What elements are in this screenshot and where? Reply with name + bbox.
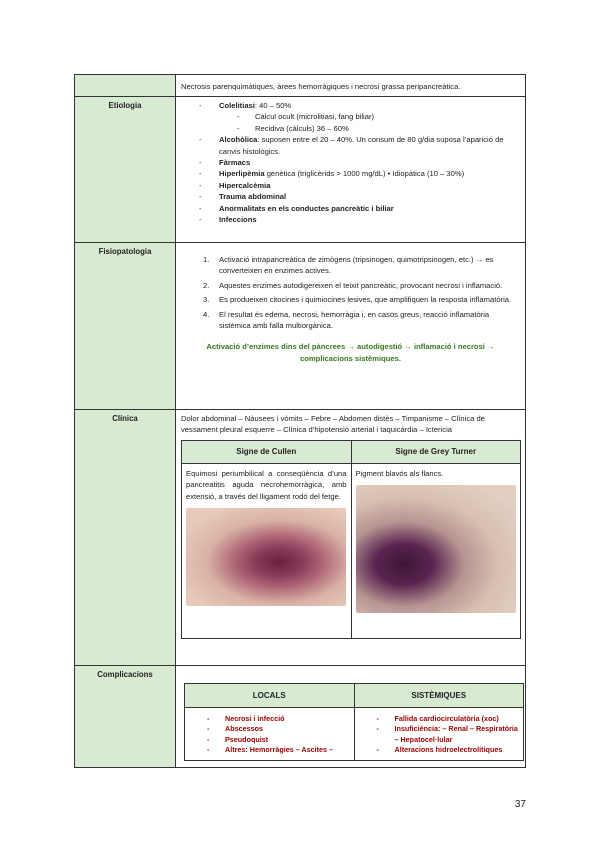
- etiologia-item: [181, 180, 520, 191]
- row-complicacions: [75, 666, 526, 768]
- etiologia-subitem: - Recidiva (càlculs) 36 – 60%: [219, 123, 520, 134]
- cullen-sign-photo: [186, 508, 346, 606]
- step-text: Es produeixen citocines i quimiocines lesives, que amplifiquen la resposta inflamatòria.: [219, 295, 512, 305]
- row-intro: [75, 75, 526, 97]
- intro-text: Necrosis parenquimàtiques, àrees hemorràgiques i necrosi grassa peripancreàtica.: [181, 82, 461, 91]
- etiologia-subitem: - Càlcul ocult (microlitiasi, fang biliar): [219, 111, 520, 122]
- etiologia-item: [181, 134, 520, 157]
- step-number: 1.: [203, 255, 210, 264]
- etiologia-item-text: : 40 – 50%: [254, 101, 292, 110]
- etiologia-item-bold: Hipercalcèmia: [219, 180, 271, 190]
- row-fisiopatologia: [75, 243, 526, 410]
- fisiopatologia-summary: Activació d’enzimes dins del pàncrees → autodigestió → inflamació i necrosi → complicacions sistèmiques.: [206, 342, 495, 363]
- row-clinica: [75, 410, 526, 666]
- etiologia-sublist: [219, 111, 520, 134]
- etiologia-item-bold: Colelitiasi: [219, 101, 255, 110]
- fisiopatologia-content: [176, 243, 526, 410]
- clinica-label: Clínica: [75, 410, 176, 666]
- row-etiologia: [75, 97, 526, 243]
- page-number: 37: [514, 799, 526, 810]
- etiologia-item-text: genètica (triglicèrids > 1000 mg/dL) • Idiopàtica (10 – 30%): [264, 169, 465, 179]
- etiologia-item: [181, 203, 520, 214]
- fisiopatologia-steps: [181, 254, 520, 331]
- etiologia-item-bold: Anormalitats en els conductes pancreàtic i biliar: [219, 203, 394, 213]
- etiologia-item-bold: Fàrmacs: [219, 157, 251, 167]
- clinica-content: [176, 410, 526, 666]
- etiologia-item: [181, 157, 520, 168]
- fisio-step: [181, 254, 520, 277]
- etiologia-list: [181, 100, 520, 225]
- fisio-step: [181, 294, 520, 305]
- cullen-cell: [182, 463, 352, 638]
- cullen-description: Equimosi periumbilical a conseqüència d’una pancreatitis aguda necrohemorràgica, amb extensió, a través del lligament rodó del fetge.: [186, 468, 347, 501]
- step-number: 2.: [203, 280, 210, 290]
- step-text: El resultat és edema, necrosi, hemorràgia i, en casos greus, reacció inflamatòria sistèmica amb falla multiorgànica.: [219, 309, 490, 330]
- fisio-step: [181, 309, 520, 332]
- step-text: Activació intrapancreàtica de zimògens (tripsinogen, quimotripsinogen, etc.) → es converteixen en enzimes actives.: [219, 255, 494, 276]
- fisio-step: [181, 280, 520, 291]
- complicacions-label: Complicacions: [75, 666, 176, 768]
- complications-table: [184, 683, 524, 761]
- sistemiques-item: - Fallida cardiocirculatòria (xoc): [359, 714, 520, 724]
- step-number: 3.: [203, 295, 210, 305]
- locals-item: - Abscessos: [189, 724, 350, 734]
- etiologia-item: [181, 214, 520, 225]
- main-table: [74, 74, 526, 768]
- etiologia-label: Etiologia: [75, 97, 176, 243]
- grey-turner-cell: [351, 463, 521, 638]
- etiologia-content: [176, 97, 526, 243]
- grey-turner-title: Signe de Grey Turner: [351, 440, 521, 463]
- step-text: Aquestes enzimes autodigereixen el teixit pancreàtic, provocant necrosi i inflamació.: [219, 280, 503, 290]
- etiologia-item: [181, 100, 520, 134]
- intro-label-cell: [75, 75, 176, 97]
- locals-item: - Altres: Hemorràgies – Ascites –: [189, 745, 350, 755]
- clinica-text: Dolor abdominal – Nàusees i vòmits – Febre – Abdomen distès – Timpanisme – Clínica de vessament pleural esquerre – Clínica d’hipotensió arterial i taquicàrdia – Ictericia: [181, 414, 485, 435]
- step-number: 4.: [203, 309, 210, 319]
- complicacions-content: [176, 666, 526, 768]
- locals-title: LOCALS: [185, 684, 355, 708]
- etiologia-item-bold: Infeccions: [219, 214, 257, 224]
- sistemiques-item: - Alteracions hidroelectrolítiques: [359, 745, 520, 755]
- fisiopatologia-label: Fisiopatologia: [75, 243, 176, 410]
- sistemiques-item: - Insuficiència: – Renal – Respiratòria – Hepatocel·lular: [359, 724, 520, 745]
- grey-turner-description: Pigment blavós als flancs.: [355, 468, 444, 478]
- etiologia-item-bold: Alcohòlica: [219, 135, 258, 145]
- locals-item: - Pseudoquist: [189, 735, 350, 745]
- sistemiques-list: [359, 714, 520, 756]
- etiologia-item-bold: Trauma abdominal: [219, 192, 287, 202]
- locals-cell: [185, 708, 355, 761]
- sistemiques-title: SISTÈMIQUES: [354, 684, 524, 708]
- intro-content: [176, 75, 526, 97]
- sistemiques-cell: [354, 708, 524, 761]
- signs-table: [181, 440, 521, 639]
- etiologia-item: [181, 168, 520, 179]
- etiologia-item-text: : suposen entre el 20 – 40%. Un consum de 80 g/dia suposa l’aparició de canvis histològics.: [219, 135, 504, 156]
- locals-list: [189, 714, 350, 756]
- grey-turner-sign-photo: [356, 485, 516, 613]
- locals-item: - Necrosi i infecció: [189, 714, 350, 724]
- etiologia-item-bold: Hiperlipèmia: [219, 169, 265, 179]
- cullen-title: Signe de Cullen: [182, 440, 352, 463]
- etiologia-item: [181, 191, 520, 202]
